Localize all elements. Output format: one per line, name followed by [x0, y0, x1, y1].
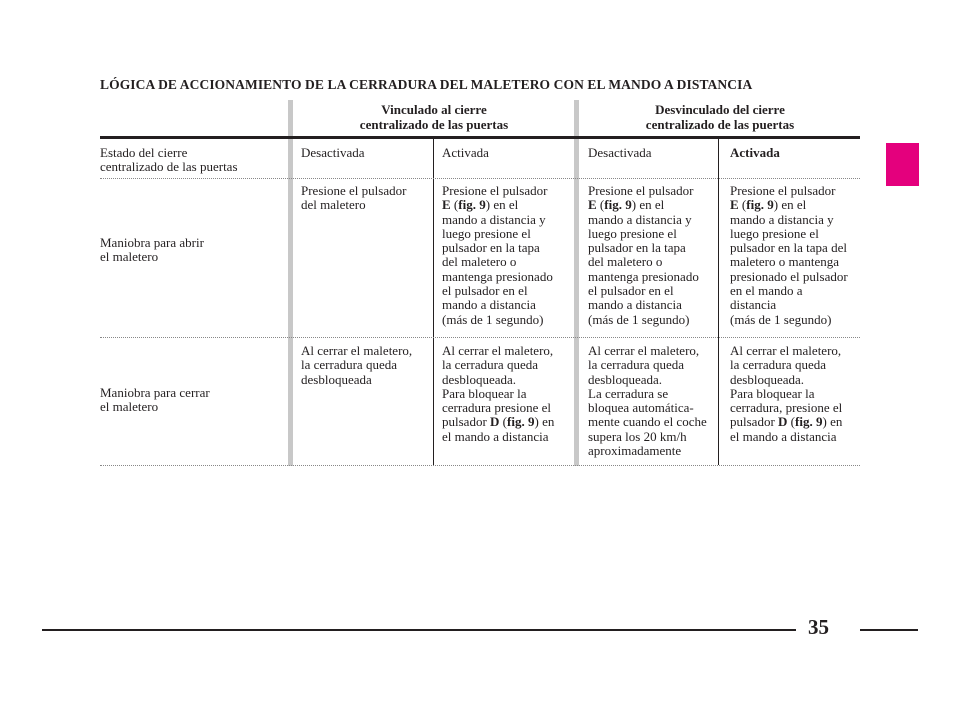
column-divider-linked [288, 100, 293, 466]
header-linked: Vinculado al cierre centralizado de las puertas [359, 102, 509, 132]
cell-open-linked-on: Presione el pulsador E (fig. 9) en el mando a distancia y luego presione el pulsador en la tapa del maletero o mantenga presionado el pulsador en el mando a distancia (más de 1 segundo) [442, 183, 553, 327]
header-rule [100, 136, 860, 139]
header-unlinked: Desvinculado del cierre centralizado de las puertas [645, 102, 795, 132]
cell-open-linked-off: Presione el pulsador del maletero [301, 183, 407, 213]
cell-close-unlinked-off: Al cerrar el maletero, la cerradura queda desbloqueada. La cerradura se bloquea automática- mente cuando el coche supera los 20 km/h aproximadamente [588, 343, 707, 459]
cell-close-unlinked-on: Al cerrar el maletero, la cerradura queda desbloqueada. Para bloquear la cerradura, presione el pulsador D (fig. 9) en el mando a distancia [730, 343, 843, 444]
cell-open-unlinked-on: Presione el pulsador E (fig. 9) en el mando a distancia y luego presione el pulsador en la tapa del maletero o mantenga presionado el pulsador en el mando a distancia (más de 1 segundo) [730, 183, 848, 327]
cell-state-unlinked-on: Activada [730, 145, 780, 160]
cell-close-linked-off: Al cerrar el maletero, la cerradura queda desbloqueada [301, 343, 413, 387]
footer-rule-left [42, 629, 796, 631]
cell-state-linked-on: Activada [442, 145, 489, 160]
cell-close-linked-on: Al cerrar el maletero, la cerradura queda desbloqueada. Para bloquear la cerradura presione el pulsador D (fig. 9) en el mando a distancia [442, 343, 555, 444]
page-title: LÓGICA DE ACCIONAMIENTO DE LA CERRADURA DEL MALETERO CON EL MANDO A DISTANCIA [100, 77, 753, 92]
row-label-close: Maniobra para cerrar el maletero [100, 385, 210, 415]
cell-open-unlinked-off: Presione el pulsador E (fig. 9) en el mando a distancia y luego presione el pulsador en la tapa del maletero o mantenga presionado el pulsador en el mando a distancia (más de 1 segundo) [588, 183, 699, 327]
footer-rule-right [860, 629, 918, 631]
page-number: 35 [808, 615, 829, 639]
column-divider [718, 139, 719, 465]
row-divider [100, 465, 860, 466]
column-divider-unlinked [574, 100, 579, 466]
row-label-open: Maniobra para abrir el maletero [100, 235, 204, 265]
row-label-state: Estado del cierre centralizado de las puertas [100, 145, 238, 175]
cell-state-unlinked-off: Desactivada [588, 145, 652, 160]
row-divider [100, 337, 860, 338]
cell-state-linked-off: Desactivada [301, 145, 365, 160]
column-divider [433, 139, 434, 465]
row-divider [100, 178, 860, 179]
section-tab-marker [886, 143, 919, 186]
